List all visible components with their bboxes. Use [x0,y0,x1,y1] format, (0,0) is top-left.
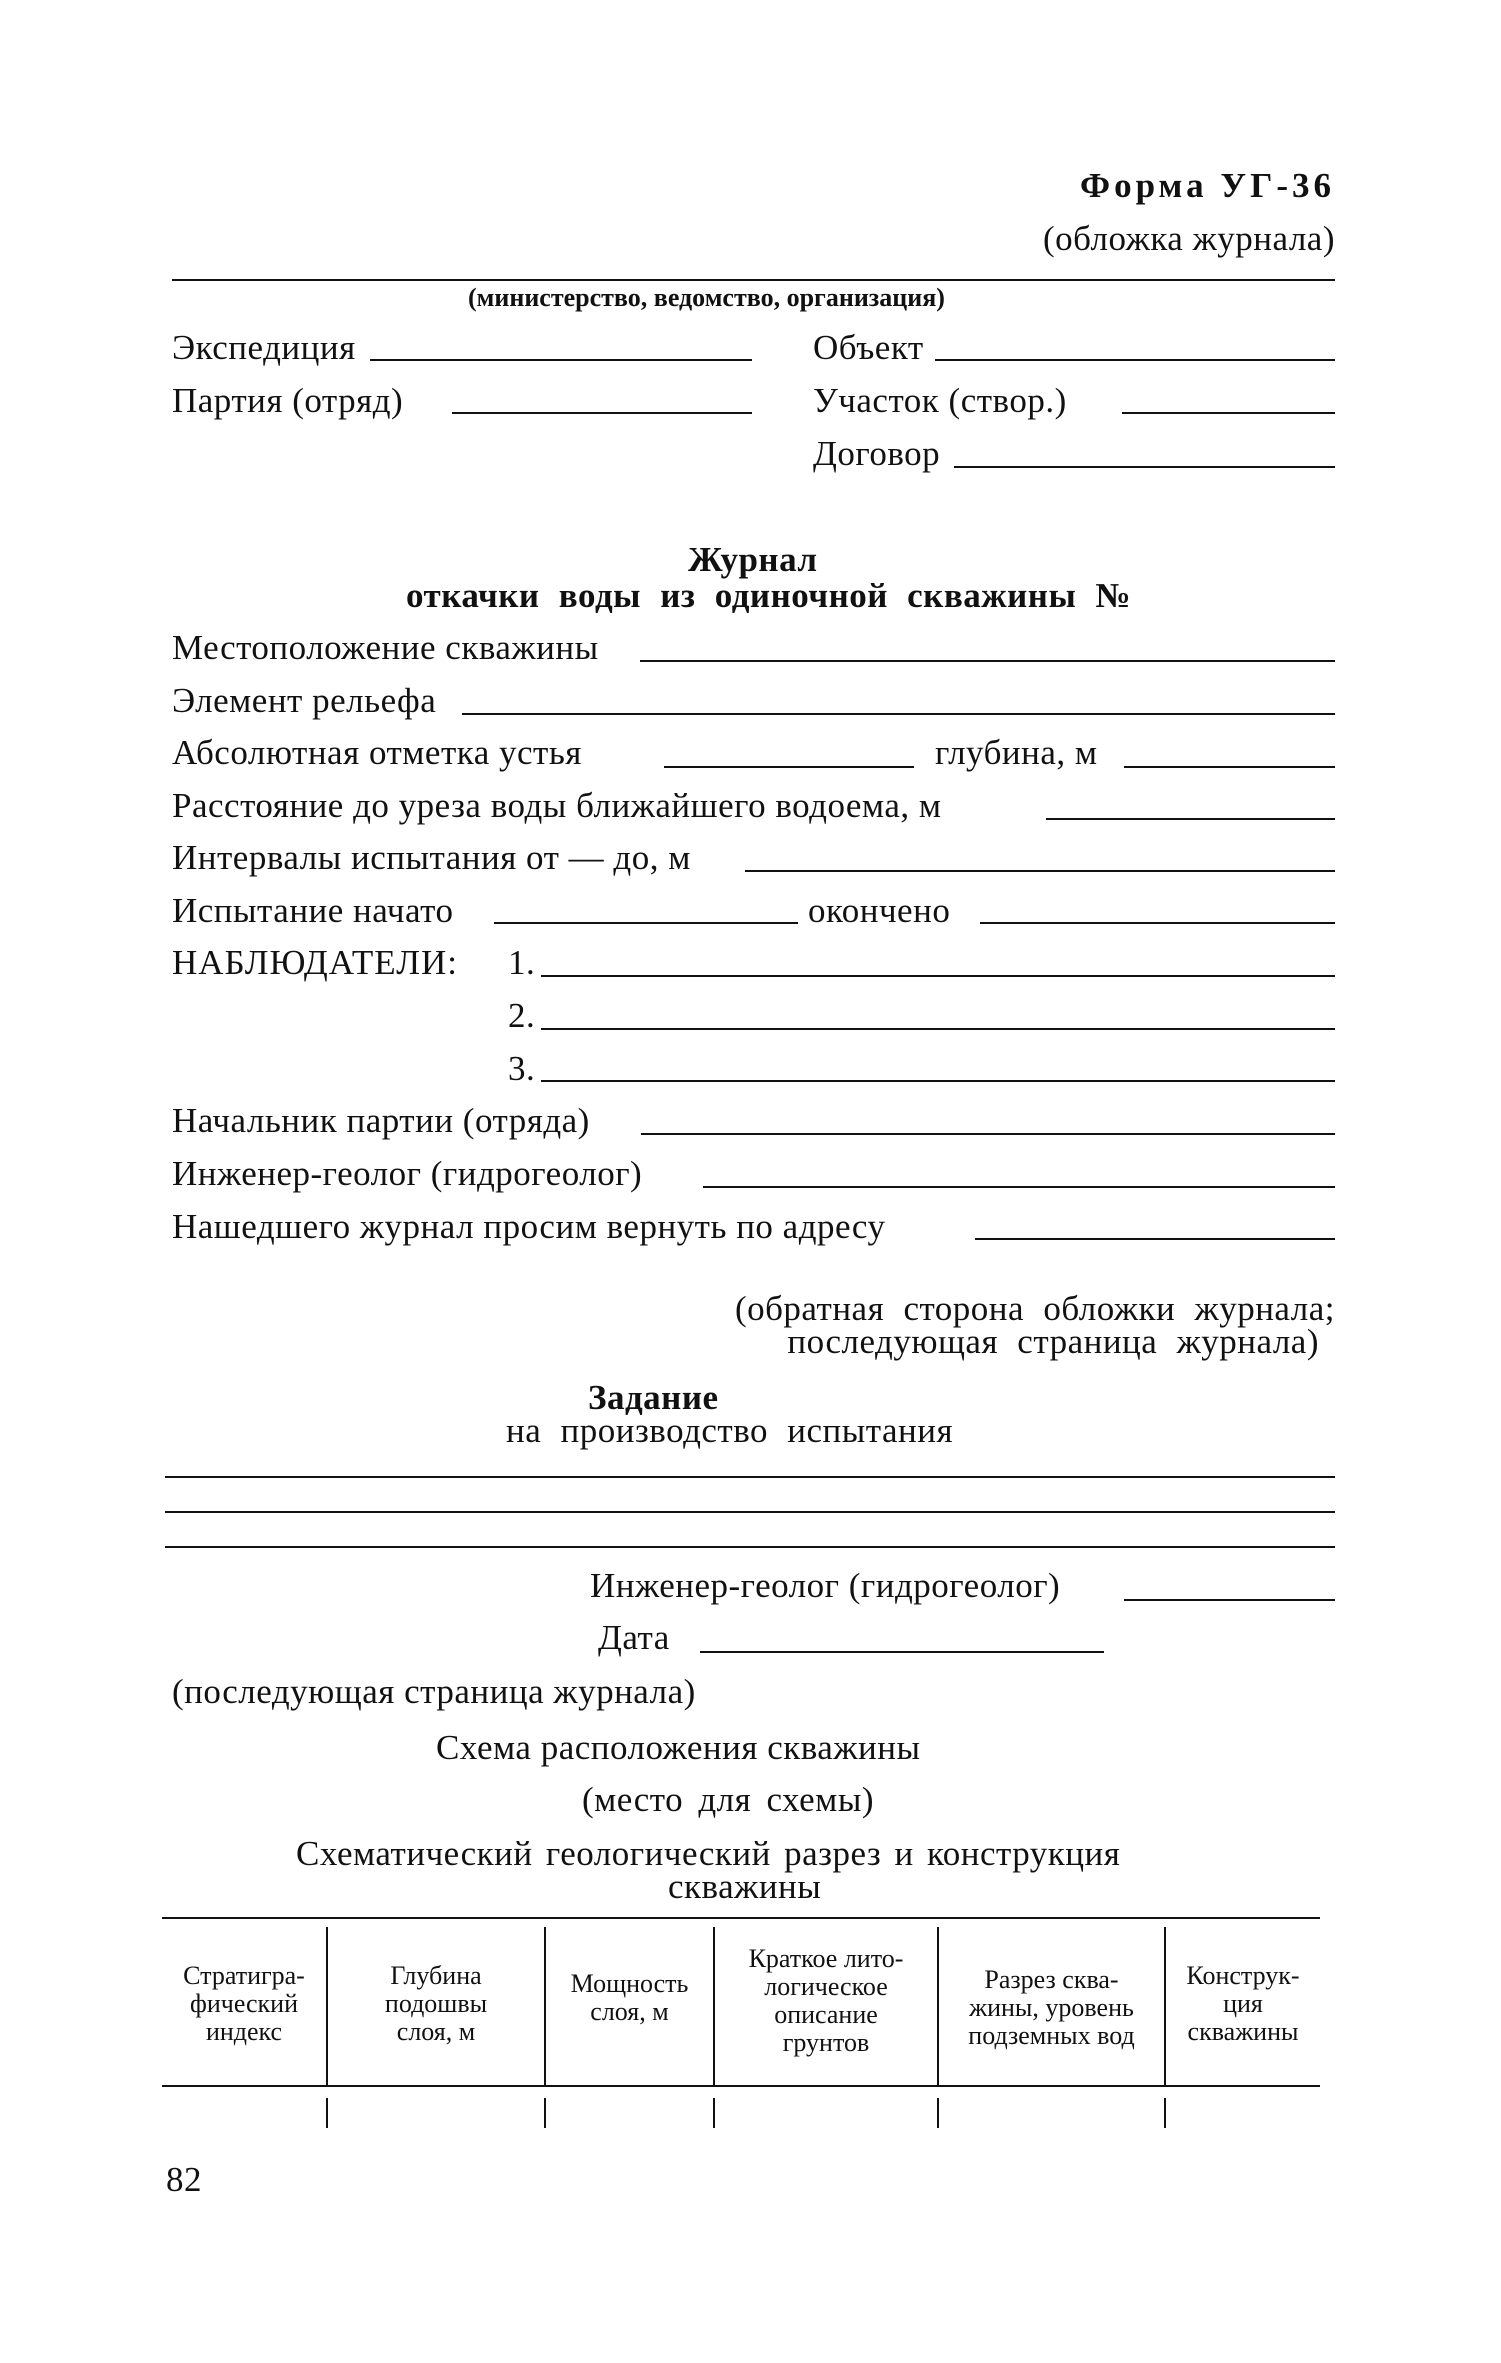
observer-1-num: 1. [508,943,536,982]
col5-line2: жины, уровень [969,1993,1134,2022]
intervals-field[interactable] [745,870,1335,872]
table-body-vline-3 [713,2098,715,2128]
org-line [172,279,1335,281]
table-body-vline-4 [937,2098,939,2128]
intervals-label: Интервалы испытания от — до, м [172,838,691,877]
table-top-rule [162,1917,1320,1919]
abs-mark-field[interactable] [664,766,914,768]
return-note-label: Нашедшего журнал просим вернуть по адресу [172,1207,886,1246]
table-header-col-3 [546,1970,713,2026]
observers-label: НАБЛЮДАТЕЛИ: [172,943,458,982]
date-label: Дата [598,1618,670,1657]
table-body-vline-1 [326,2098,328,2128]
depth-label: глубина, м [935,733,1098,772]
party-chief-field[interactable] [641,1133,1335,1135]
reverse-caption-1: (обратная сторона обложки журнала; [734,1289,1335,1328]
section-label: Участок (створ.) [813,381,1067,420]
col2-line2: подошвы [384,1989,488,2018]
observer-2-num: 2. [508,996,536,1035]
table-body-vline-5 [1164,2098,1166,2128]
object-field[interactable] [935,359,1335,361]
party-chief-label: Начальник партии (отряда) [172,1101,590,1140]
col5-line3: подземных вод [968,2021,1135,2050]
col4-line3: описание [774,2000,878,2029]
table-header-rule [162,2085,1320,2087]
section-title-1: Схематический геологический разрез и конструкция [296,1834,1121,1873]
engineer-field[interactable] [703,1186,1335,1188]
task-line-3[interactable] [165,1546,1335,1548]
col1-line2: фический [189,1989,299,2018]
reverse-engineer-label: Инженер-геолог (гидрогеолог) [590,1566,1061,1605]
object-label: Объект [813,328,924,367]
section-field[interactable] [1122,412,1335,414]
contract-field[interactable] [954,466,1335,468]
date-field[interactable] [700,1651,1104,1653]
col6-line1: Конструк- [1186,1961,1300,1990]
task-title: Задание [588,1378,719,1417]
relief-label: Элемент рельефа [172,681,437,720]
section-title-2: скважины [668,1867,822,1906]
col4-line4: грунтов [782,2028,870,2057]
party-field[interactable] [452,412,752,414]
form-sub: (обложка журнала) [1042,219,1335,258]
observer-3-field[interactable] [541,1080,1335,1082]
test-started-label: Испытание начато [172,891,454,930]
party-label: Партия (отряд) [172,381,404,420]
col3-line1: Мощность [570,1969,689,1998]
col6-line2: ция [1223,1989,1263,2018]
expedition-label: Экспедиция [172,328,356,367]
page-number: 82 [166,2160,202,2199]
table-header-col-4 [715,1945,937,2057]
journal-subtitle: откачки воды из одиночной скважины № [406,576,1132,615]
expedition-field[interactable] [370,359,752,361]
return-note-field[interactable] [975,1238,1335,1240]
reverse-engineer-field[interactable] [1124,1599,1335,1601]
observer-1-field[interactable] [541,975,1335,977]
col6-line3: скважины [1187,2017,1299,2046]
task-line-1[interactable] [165,1476,1335,1478]
contract-label: Договор [813,434,941,473]
table-header-col-5 [939,1966,1164,2050]
observer-2-field[interactable] [541,1028,1335,1030]
abs-mark-label: Абсолютная отметка устья [172,733,582,772]
test-finished-field[interactable] [980,922,1335,924]
distance-label: Расстояние до уреза воды ближайшего водоема, м [172,786,942,825]
test-started-field[interactable] [494,922,798,924]
observer-3-num: 3. [508,1049,536,1088]
reverse-caption-2: последующая страница журнала) [787,1322,1319,1361]
scheme-title: Схема расположения скважины [436,1728,921,1767]
col1-line3: индекс [205,2017,283,2046]
col2-line1: Глубина [390,1961,482,1990]
col1-line1: Стратигра- [183,1961,305,1990]
test-finished-label: окончено [808,891,951,930]
col4-line1: Краткое лито- [748,1944,904,1973]
next-page-caption: (последующая страница журнала) [172,1672,696,1711]
location-label: Местоположение скважины [172,628,599,667]
col2-line3: слоя, м [396,2017,476,2046]
table-header-col-1 [162,1962,326,2046]
form-label: Форма УГ-36 [1080,166,1335,205]
table-body-vline-2 [544,2098,546,2128]
engineer-label: Инженер-геолог (гидрогеолог) [172,1154,643,1193]
col3-line2: слоя, м [590,1997,669,2026]
depth-field[interactable] [1124,766,1335,768]
location-field[interactable] [640,660,1335,662]
table-header-col-2 [328,1962,544,2046]
distance-field[interactable] [1046,818,1335,820]
scheme-place: (место для схемы) [582,1780,875,1819]
task-line-2[interactable] [165,1511,1335,1513]
table-header-col-6 [1166,1962,1320,2046]
col4-line2: логическое [764,1972,888,2001]
col5-line1: Разрез сква- [984,1965,1119,1994]
journal-title: Журнал [688,540,818,579]
task-subtitle: на производство испытания [506,1411,954,1450]
org-caption: (министерство, ведомство, организация) [468,283,945,312]
relief-field[interactable] [462,713,1335,715]
